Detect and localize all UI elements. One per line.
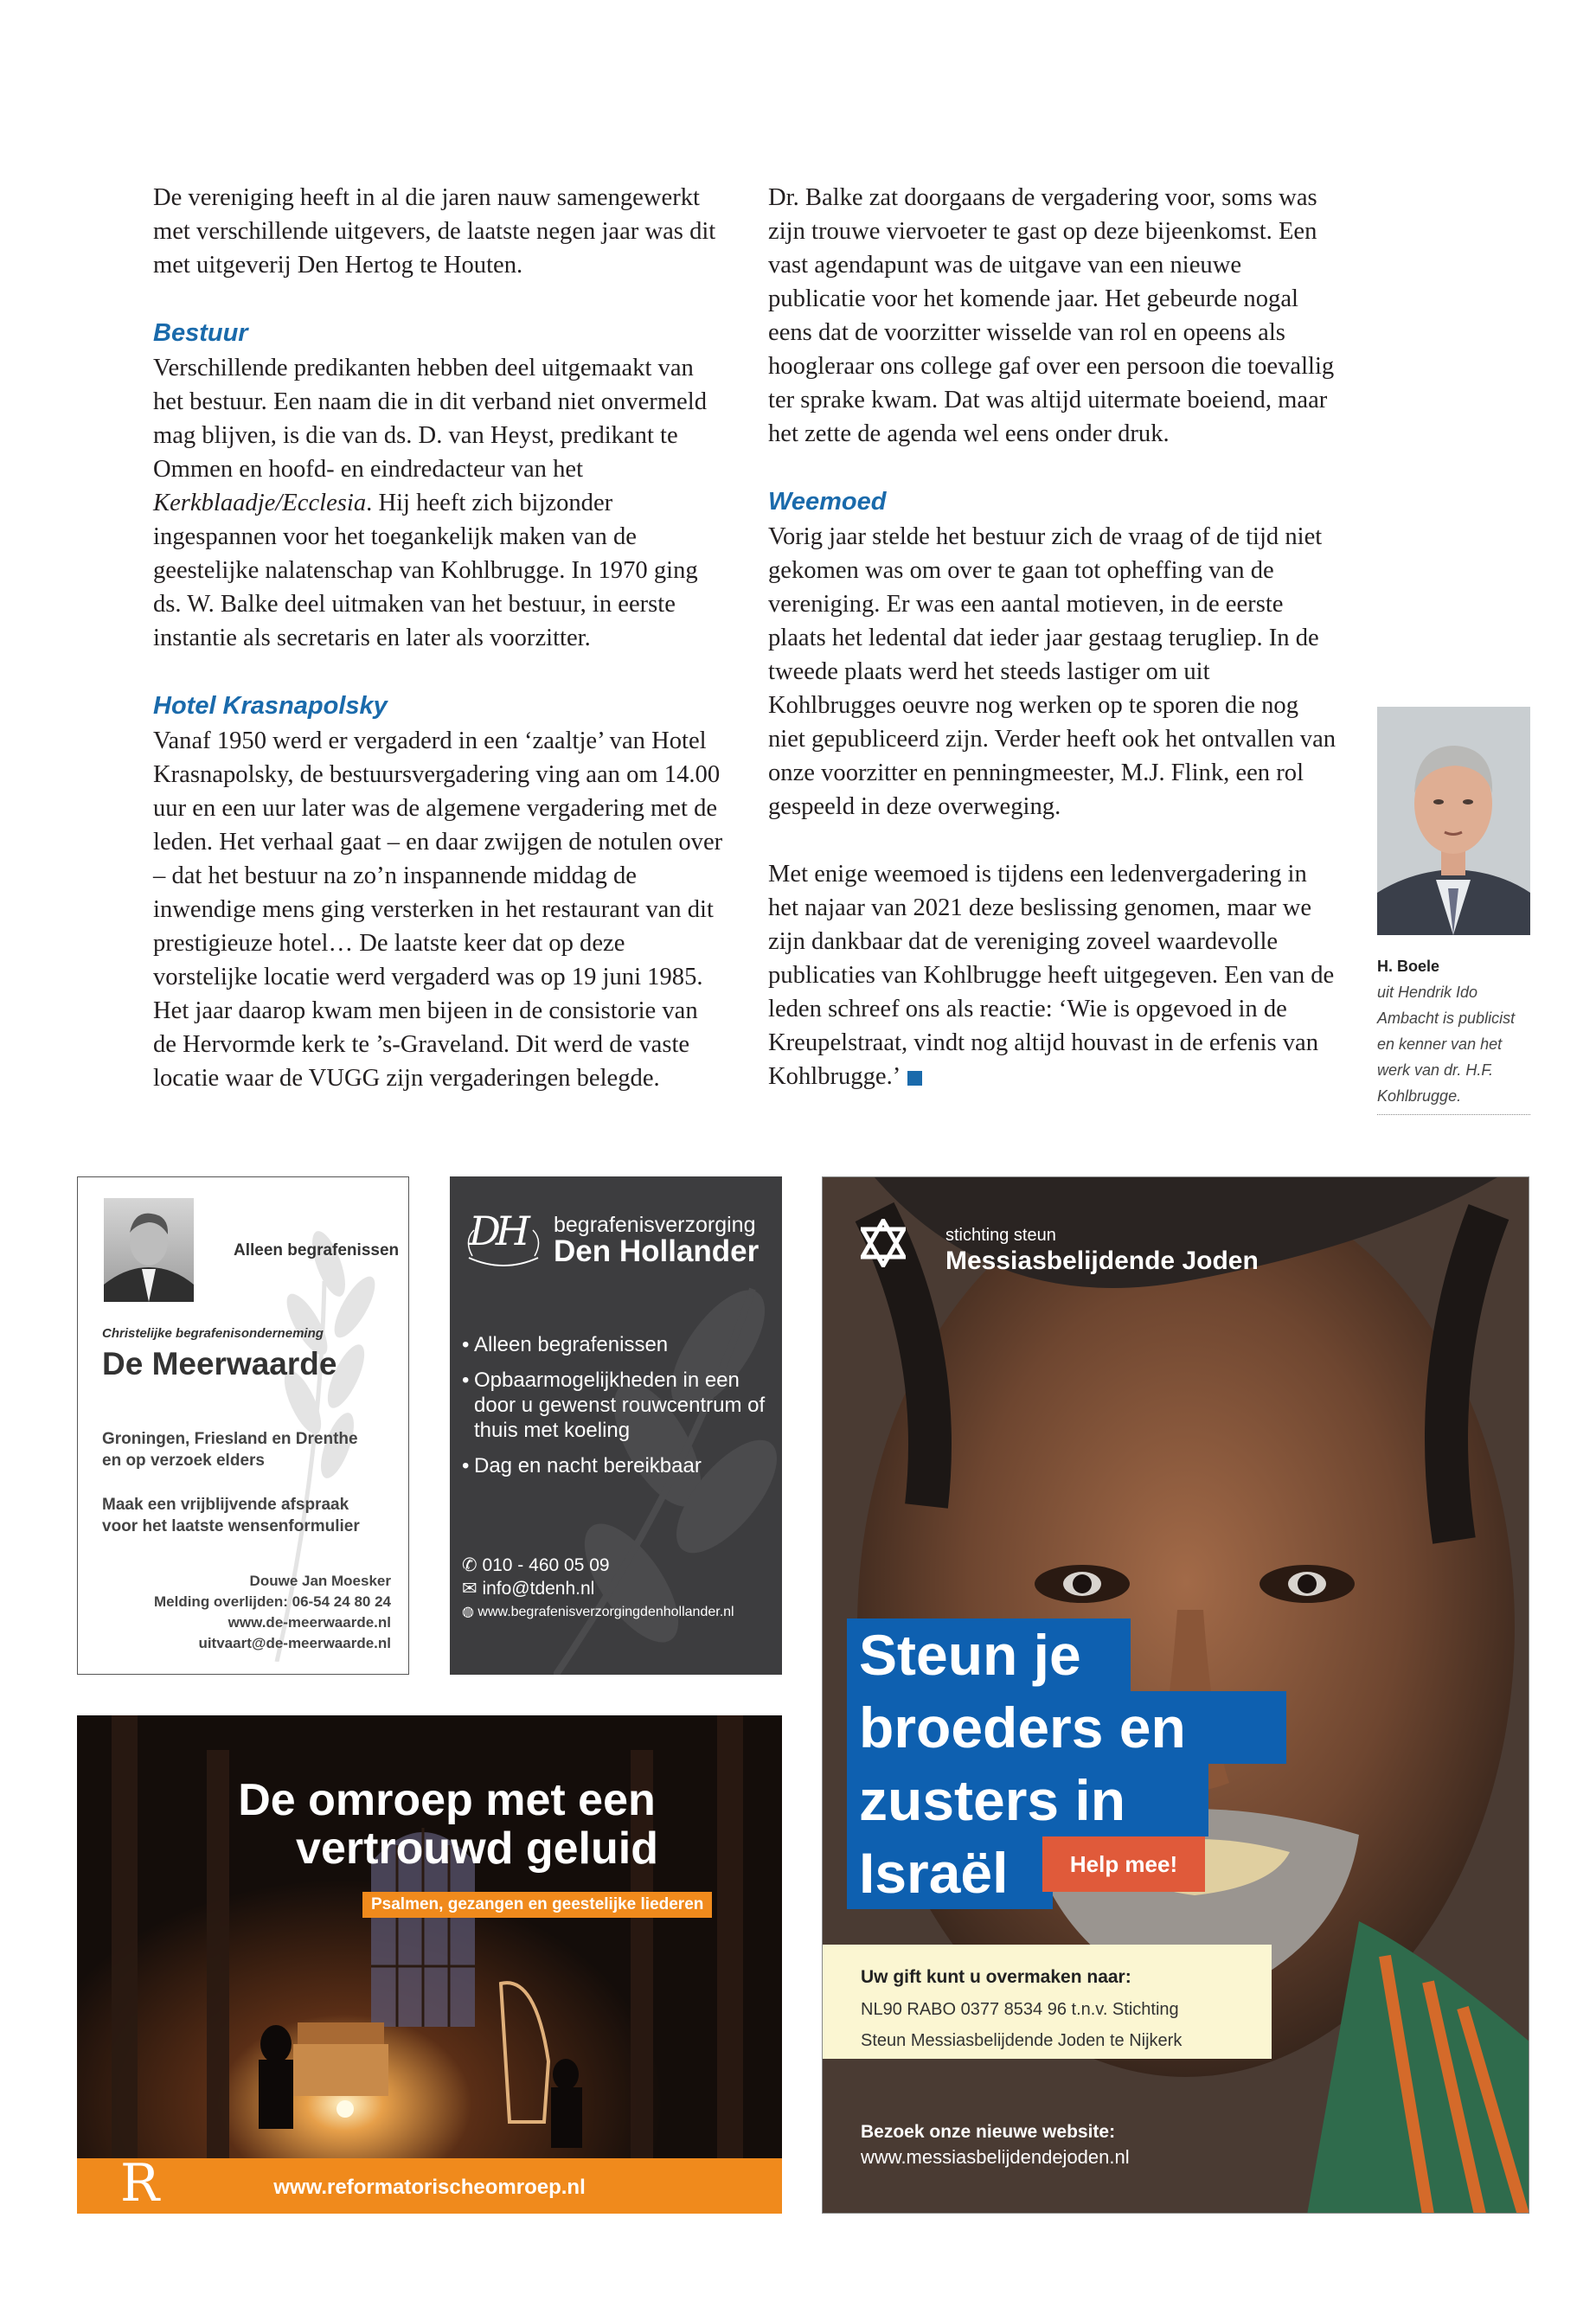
ad4-org-small: stichting steun — [945, 1226, 1056, 1245]
ad2-bullet-text: Dag en nacht bereikbaar — [474, 1454, 702, 1477]
ad1-photo — [104, 1198, 194, 1302]
ad2-bullet-item — [462, 1453, 773, 1478]
article-column-left — [153, 181, 724, 1095]
ad2-email[interactable]: info@tdenh.nl — [482, 1579, 595, 1599]
ad1-contact — [154, 1571, 391, 1654]
ad1-phone: Melding overlijden: 06-54 24 80 24 — [153, 1593, 391, 1610]
ad-den-hollander[interactable] — [450, 1176, 782, 1675]
bullet-icon: • — [462, 1333, 470, 1356]
paragraph — [153, 181, 724, 282]
ad2-bullet-text: Alleen begrafenissen — [474, 1333, 669, 1356]
ad4-headline-line: Steun je — [847, 1618, 1131, 1691]
ad2-bullet-list — [462, 1332, 773, 1489]
caption-divider — [1377, 1114, 1530, 1115]
paragraph-gap — [768, 824, 1339, 857]
ad3-headline — [77, 1776, 782, 1873]
ad4-star-logo-icon — [861, 1219, 906, 1267]
paragraph-gap — [153, 655, 724, 689]
ad2-bullet-item — [462, 1332, 773, 1357]
ad1-email-link[interactable]: uitvaart@de-meerwaarde.nl — [198, 1635, 391, 1651]
ad4-gift-line1: NL90 RABO 0377 8534 96 t.n.v. Stichting — [861, 2000, 1179, 2019]
globe-icon: ◍ — [462, 1605, 478, 1619]
ad4-web-title: Bezoek onze nieuwe website: — [861, 2122, 1116, 2142]
ad1-contact-name: Douwe Jan Moesker — [249, 1573, 391, 1589]
ad4-web-link[interactable]: www.messiasbelijdendejoden.nl — [861, 2146, 1130, 2168]
ad1-cta: Maak een vrijblijvende afspraak voor het laatste wensenformulier — [102, 1496, 360, 1535]
ad3-sub-badge: Psalmen, gezangen en geestelijke liederen — [362, 1892, 712, 1918]
ad4-help-button[interactable]: Help mee! — [1042, 1836, 1205, 1892]
author-caption — [1377, 953, 1530, 1115]
ad2-phone: 010 - 460 05 09 — [482, 1555, 610, 1575]
ad2-phone-row — [462, 1554, 734, 1577]
paragraph — [768, 857, 1339, 1093]
ad4-gift-title: Uw gift kunt u overmaken naar: — [861, 1967, 1131, 1987]
ad2-logo-icon — [464, 1206, 543, 1266]
ad3-headline-line1: De omroep met een — [238, 1775, 656, 1825]
bullet-icon: • — [462, 1368, 470, 1392]
ad1-subtitle: Christelijke begrafenisonderneming — [102, 1326, 324, 1341]
ad-reformatorische-omroep[interactable] — [77, 1715, 782, 2214]
ad2-email-row[interactable] — [462, 1577, 734, 1600]
ad3-logo-icon: R — [120, 2153, 160, 2214]
paragraph — [768, 181, 1339, 451]
ad1-region: Groningen, Friesland en Drenthe en op verzoek elders — [102, 1430, 358, 1470]
author-name: H. Boele — [1377, 958, 1440, 975]
ad-de-meerwaarde[interactable] — [77, 1176, 409, 1675]
author-photo — [1377, 707, 1530, 935]
ad-messiasbelijdende-joden[interactable] — [822, 1176, 1529, 2214]
paragraph-gap — [153, 282, 724, 316]
email-icon: ✉ — [462, 1579, 483, 1599]
paragraph-text: Verschillende predikanten hebben deel uitgemaakt van het bestuur. Een naam die in dit verband niet onvermeld mag blijven, is die van ds. D. van Heyst, predikant te Ommen en hoofd- en eindredacteur van het — [153, 355, 707, 483]
end-mark-icon — [907, 1071, 922, 1086]
section-heading: Weemoed — [768, 488, 887, 516]
ad2-logo-initials: DH — [469, 1208, 525, 1254]
paragraph — [768, 520, 1339, 824]
paragraph — [153, 351, 724, 655]
paragraph-text: Vanaf 1950 werd er vergaderd in een ‘zaaltje’ van Hotel Krasnapolsky, de bestuursvergadering ving aan om 14.00 uur en een uur later was de algemene vergadering met de leden. Het verhaal gaat – en daar zwijgen de notulen over – dat het bestuur na zo’n inspannende middag de inwendige mens ging versterken in het restaurant van dit prestigieuze hotel… De laatste keer dat op deze vorstelijke locatie werd vergaderd was op 19 juni 1985. Het jaar daarop kwam men bijeen in de consistorie van de Hervormde kerk te ’s-Graveland. Dit werd de vaste locatie waar de VUGG zijn vergaderingen belegde. — [153, 727, 723, 1092]
ad2-bullet-text: Opbaarmogelijkheden in een door u gewenst rouwcentrum of thuis met koeling — [474, 1368, 766, 1442]
paragraph — [153, 724, 724, 1095]
article-column-right — [768, 181, 1339, 1093]
ad4-org-name: Messiasbelijdende Joden — [945, 1247, 1259, 1275]
ad2-web-row[interactable] — [462, 1600, 734, 1624]
ad2-bullet-item — [462, 1368, 773, 1443]
bullet-icon: • — [462, 1454, 470, 1477]
ad1-tagline: Alleen begrafenissen — [234, 1241, 400, 1259]
paragraph-text: Met enige weemoed is tijdens een ledenvergadering in het najaar van 2021 deze beslissing genomen, maar we zijn dankbaar dat de vereniging zoveel waardevolle publicaties van Kohlbrugge heeft uitgegeven. Een van de leden schreef ons als reactie: ‘Wie is opgevoed in de Kreupelstraat, vindt nog altijd houvast in de erfenis van Kohlbrugge.’ — [768, 861, 1335, 1090]
author-description: uit Hendrik Ido Ambacht is publicist en kenner van het werk van dr. H.F. Kohlbrugge. — [1377, 984, 1516, 1105]
ad2-name: Den Hollander — [554, 1234, 760, 1268]
paragraph-text: Dr. Balke zat doorgaans de vergadering voor, soms was zijn trouwe viervoeter te gast op deze bijeenkomst. Een vast agendapunt was de uitgave van een nieuwe publicatie voor het komende jaar. Het gebeurde nogal eens dat de voorzitter wisselde van rol en opeens als hoogleraar ons college gaf over een persoon die toevallig ter sprake kwam. Dat was altijd uitermate boeiend, maar het zette de agenda wel eens onder druk. — [768, 184, 1335, 447]
ad4-headline-line: Israël — [847, 1836, 1053, 1909]
section-heading: Bestuur — [153, 319, 248, 347]
paragraph-text: . Hij heeft zich bijzonder ingespannen voor het toegankelijk maken van de geestelijke nalatenschap van Kohlbrugge. In 1970 ging ds. W. Balke deel uitmaken van het bestuur, in eerste instantie als secretaris en later als voorzitter. — [153, 490, 698, 651]
ad1-web-link[interactable]: www.de-meerwaarde.nl — [228, 1614, 391, 1631]
paragraph-text: De vereniging heeft in al die jaren nauw samengewerkt met verschillende uitgevers, de laatste negen jaar was dit met uitgeverij Den Hertog te Houten. — [153, 184, 716, 279]
ad2-web[interactable]: www.begrafenisverzorgingdenhollander.nl — [478, 1605, 734, 1619]
ad2-contact — [462, 1554, 734, 1624]
ad1-name: De Meerwaarde — [102, 1346, 337, 1381]
ad4-gift-line2: Steun Messiasbelijdende Joden te Nijkerk — [861, 2031, 1183, 2050]
ad4-headline-line: broeders en — [847, 1691, 1286, 1764]
ad3-footer-bar[interactable] — [77, 2153, 782, 2214]
publication-title: Kerkblaadje/Ecclesia — [153, 490, 367, 516]
ad3-headline-line2: vertrouwd geluid — [296, 1823, 658, 1874]
phone-icon: ✆ — [462, 1555, 483, 1575]
ad4-headline-line: zusters in — [847, 1764, 1208, 1836]
section-heading: Hotel Krasnapolsky — [153, 692, 388, 720]
ad4-gift-box — [823, 1945, 1272, 2059]
paragraph-gap — [768, 451, 1339, 484]
paragraph-text: Vorig jaar stelde het bestuur zich de vraag of de tijd niet gekomen was om over te gaan tot opheffing van de vereniging. Er was een aantal motieven, in de eerste plaats het ledental dat ieder jaar gestaag terugliep. In de tweede plaats werd het steeds lastiger om uit Kohlbrugges oeuvre nog werken op te sporen die nog niet gepubliceerd zijn. Verder heeft ook het ontvallen van onze voorzitter en penningmeester, M.J. Flink, een rol gespeeld in deze overweging. — [768, 523, 1336, 820]
ad3-url-link[interactable]: www.reformatorischeomroep.nl — [273, 2176, 586, 2199]
ad2-small-title: begrafenisverzorging — [554, 1213, 756, 1237]
